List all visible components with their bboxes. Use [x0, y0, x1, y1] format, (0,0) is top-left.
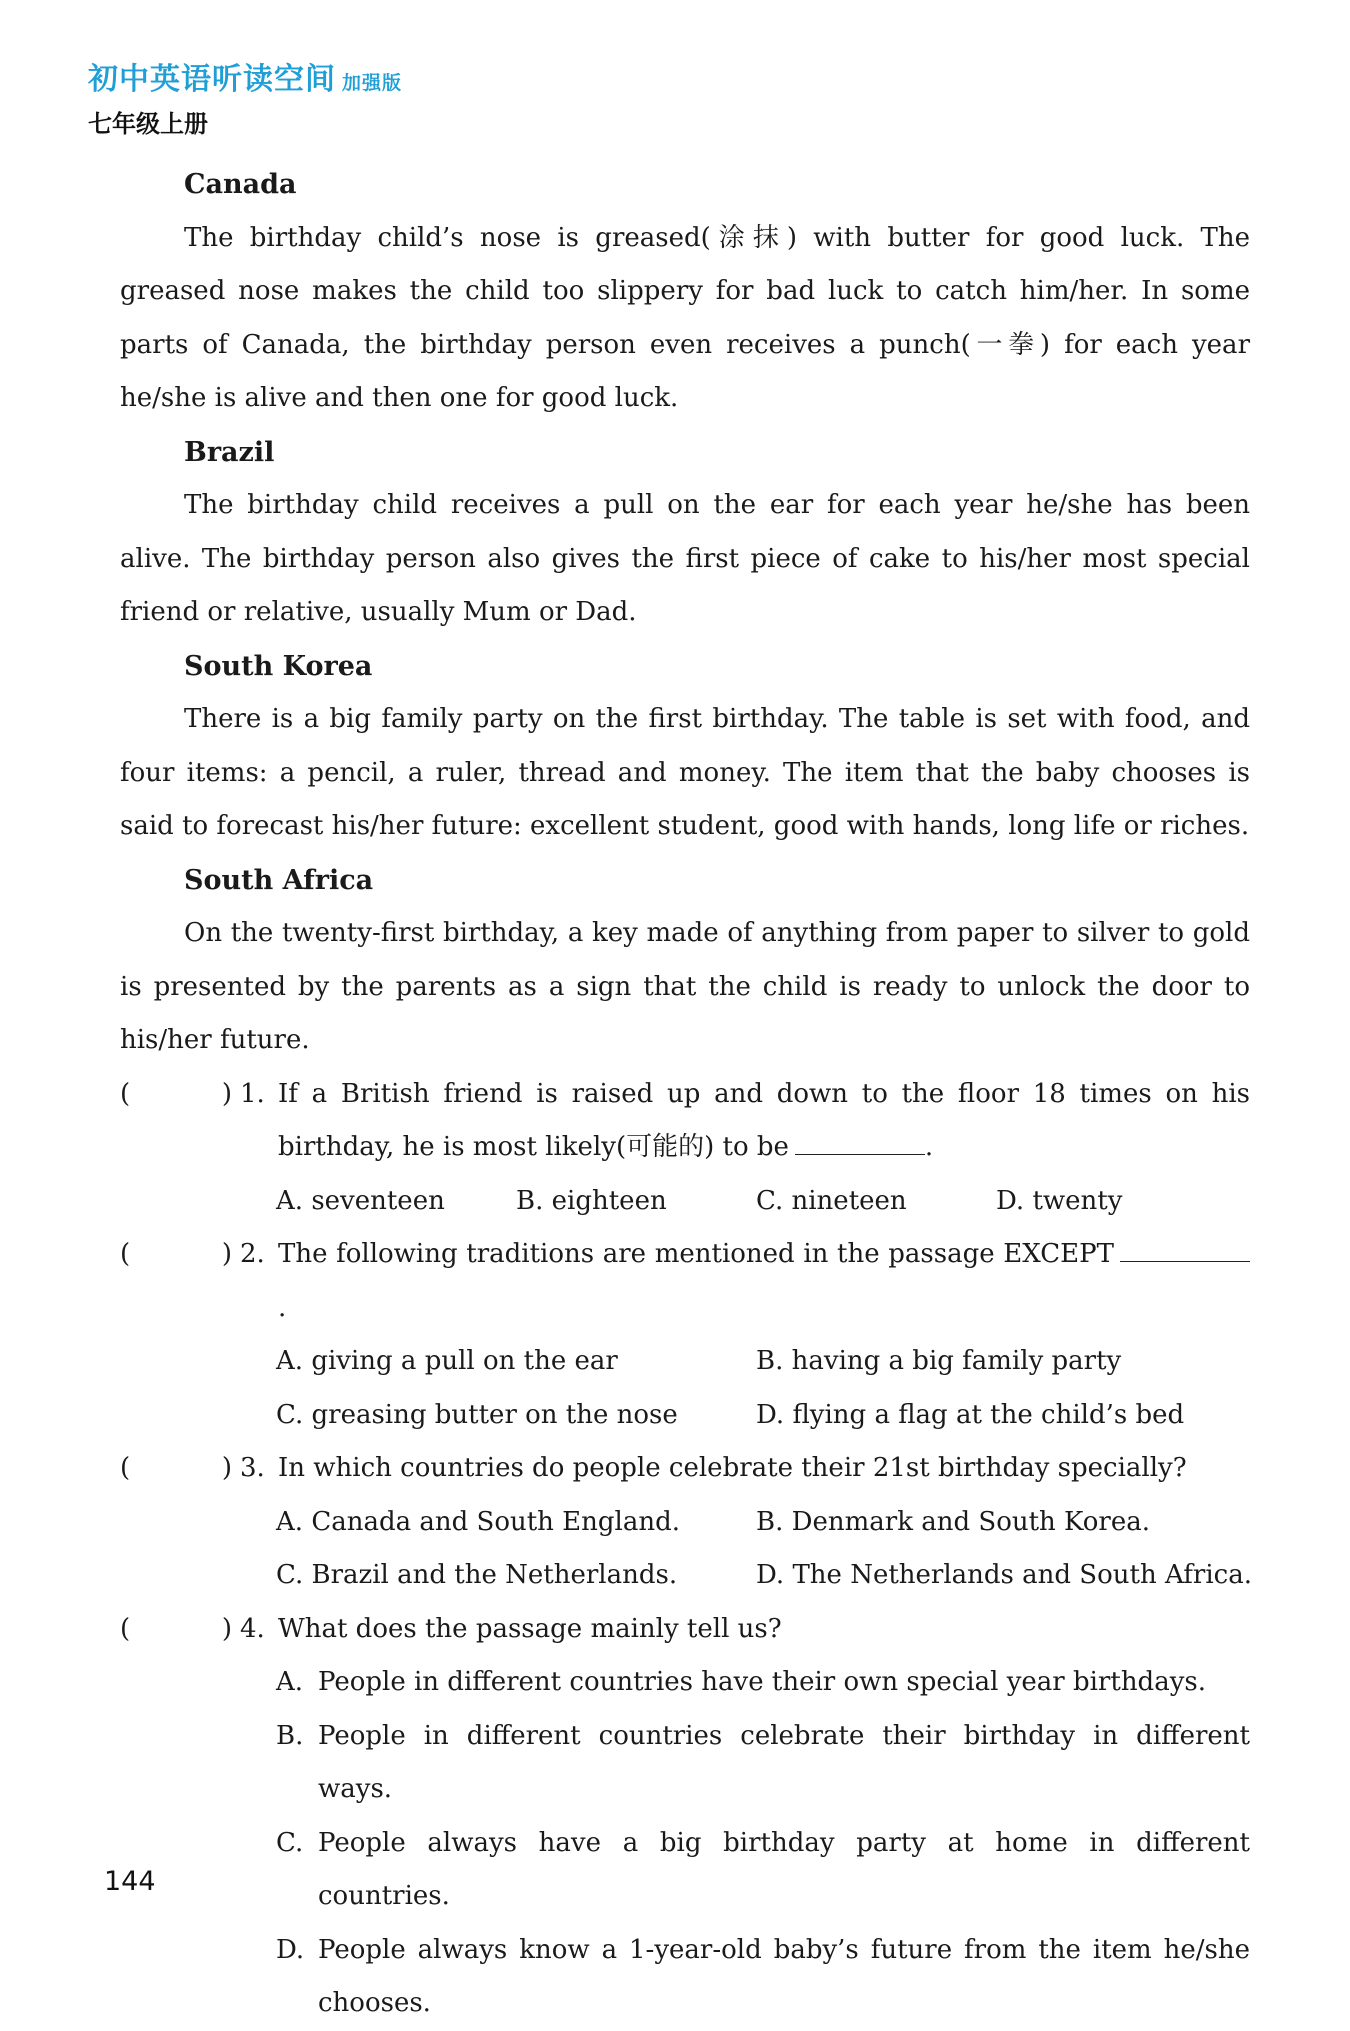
option-text: having a big family party [791, 1346, 1122, 1376]
question-number: 2. [240, 1239, 265, 1269]
option-text: The Netherlands and South Africa. [792, 1560, 1252, 1590]
option-list [276, 1175, 1250, 1229]
option-b[interactable] [276, 1710, 1250, 1817]
series-edition: 加强版 [342, 72, 403, 94]
option-text: giving a pull on the ear [311, 1346, 618, 1376]
option-letter: B. [516, 1185, 544, 1216]
answer-bracket-open: ( [120, 1453, 131, 1483]
option-text: flying a flag at the child’s bed [792, 1399, 1185, 1430]
option-text: People in different countries have their own special year birthdays. [318, 1667, 1206, 1697]
option-letter: D. [756, 1560, 785, 1590]
passage-content [120, 158, 1250, 2031]
answer-bracket[interactable] [120, 1068, 240, 1175]
option-text: eighteen [551, 1185, 667, 1216]
option-text: nineteen [791, 1185, 907, 1216]
question-stem-text: If a British friend is raised up and down to the floor 18 times on his birthday, he is most likely(可能的) to be [278, 1078, 1250, 1162]
option-text: twenty [1032, 1185, 1123, 1216]
section-south-africa [120, 854, 1250, 1068]
option-text: People always have a big birthday party at home in different countries. [318, 1827, 1250, 1911]
question-stem: What does the passage mainly tell us? [278, 1613, 782, 1644]
option-letter: B. [756, 1346, 784, 1376]
answer-bracket-close: ) [221, 1078, 232, 1109]
option-b[interactable] [756, 1496, 1236, 1550]
option-letter: A. [276, 1185, 304, 1216]
series-title [88, 54, 402, 98]
section-heading: Brazil [184, 436, 275, 468]
option-letter: D. [756, 1399, 785, 1430]
option-c[interactable] [276, 1549, 756, 1603]
option-letter: A. [276, 1667, 304, 1697]
option-letter: A. [276, 1346, 304, 1376]
series-name: 初中英语听读空间 [88, 62, 336, 97]
question-stem-text: The following traditions are mentioned in the passage EXCEPT [278, 1239, 1114, 1269]
option-text: Denmark and South Korea. [791, 1506, 1151, 1537]
answer-bracket-open: ( [120, 1239, 131, 1269]
option-d[interactable] [756, 1549, 1252, 1603]
option-a[interactable] [276, 1496, 756, 1550]
section-paragraph: There is a big family party on the first birthday. The table is set with food, and four items: a pencil, a ruler, thread and money. The item that the baby chooses is said to forecast his/her future: excellent student, good with hands, long life or riches. [120, 704, 1250, 841]
option-text: Canada and South England. [311, 1506, 681, 1537]
option-letter: A. [276, 1506, 304, 1537]
answer-bracket-close: ) [221, 1613, 232, 1644]
section-heading: Canada [184, 169, 297, 200]
option-b[interactable] [516, 1175, 756, 1229]
option-letter: D. [276, 1934, 305, 1965]
option-c[interactable] [276, 1389, 756, 1443]
option-b[interactable] [756, 1335, 1236, 1389]
section-heading: South Africa [184, 864, 374, 896]
answer-blank[interactable] [795, 1124, 925, 1155]
question-stem-end: . [924, 1132, 934, 1162]
option-d[interactable] [996, 1175, 1236, 1229]
page-number: 144 [104, 1866, 156, 1897]
section-paragraph: The birthday child’s nose is greased(涂抹) with butter for good luck. The greased nose makes the child too slippery for bad luck to catch him/her. In some parts of Canada, the birthday person even receives a punch(一拳) for each year he/she is alive and then one for good luck. [120, 222, 1250, 413]
option-letter: D. [996, 1185, 1025, 1216]
answer-bracket[interactable] [120, 1442, 240, 1496]
answer-bracket-open: ( [120, 1078, 131, 1109]
answer-bracket[interactable] [120, 1603, 240, 1657]
question-1 [120, 1068, 1250, 1229]
question-4 [120, 1603, 1250, 2031]
option-text: seventeen [311, 1185, 445, 1216]
question-stem: In which countries do people celebrate their 21st birthday specially? [278, 1453, 1187, 1483]
answer-blank[interactable] [1120, 1231, 1250, 1262]
answer-bracket-close: ) [221, 1453, 232, 1483]
answer-bracket[interactable] [120, 1228, 240, 1335]
option-text: Brazil and the Netherlands. [311, 1560, 678, 1590]
option-a[interactable] [276, 1656, 1250, 1710]
grade-label: 七年级上册 [88, 110, 208, 138]
section-canada [120, 158, 1250, 426]
option-a[interactable] [276, 1335, 756, 1389]
option-d[interactable] [276, 1924, 1250, 2031]
option-letter: B. [276, 1720, 304, 1751]
question-number: 1. [240, 1078, 265, 1109]
option-list [276, 1496, 1250, 1603]
question-stem [278, 1228, 1250, 1335]
option-text: People always know a 1-year-old baby’s future from the item he/she chooses. [318, 1934, 1250, 2018]
option-c[interactable] [276, 1817, 1250, 1924]
option-list [276, 1335, 1250, 1442]
option-letter: C. [276, 1827, 304, 1858]
option-text: People in different countries celebrate their birthday in different ways. [318, 1720, 1250, 1804]
section-brazil [120, 426, 1250, 640]
section-paragraph: On the twenty-first birthday, a key made of anything from paper to silver to gold is presented by the parents as a sign that the child is ready to unlock the door to his/her future. [120, 918, 1250, 1055]
option-list [276, 1656, 1250, 2031]
option-letter: C. [276, 1399, 304, 1430]
question-number: 4. [240, 1613, 265, 1644]
option-d[interactable] [756, 1389, 1236, 1443]
answer-bracket-close: ) [221, 1239, 232, 1269]
section-south-korea [120, 640, 1250, 854]
question-stem-end: . [278, 1292, 287, 1323]
option-letter: C. [276, 1560, 304, 1590]
option-a[interactable] [276, 1175, 516, 1229]
question-stem [278, 1068, 1250, 1175]
page-header [88, 54, 402, 139]
question-3 [120, 1442, 1250, 1603]
option-text: greasing butter on the nose [311, 1399, 678, 1430]
question-number: 3. [240, 1453, 265, 1483]
option-letter: C. [756, 1185, 784, 1216]
section-heading: South Korea [184, 650, 373, 682]
answer-bracket-open: ( [120, 1613, 131, 1644]
question-2 [120, 1228, 1250, 1442]
section-paragraph: The birthday child receives a pull on the ear for each year he/she has been alive. The birthday person also gives the first piece of cake to his/her most special friend or relative, usually Mum or Dad. [120, 490, 1250, 627]
option-letter: B. [756, 1506, 784, 1537]
option-c[interactable] [756, 1175, 996, 1229]
